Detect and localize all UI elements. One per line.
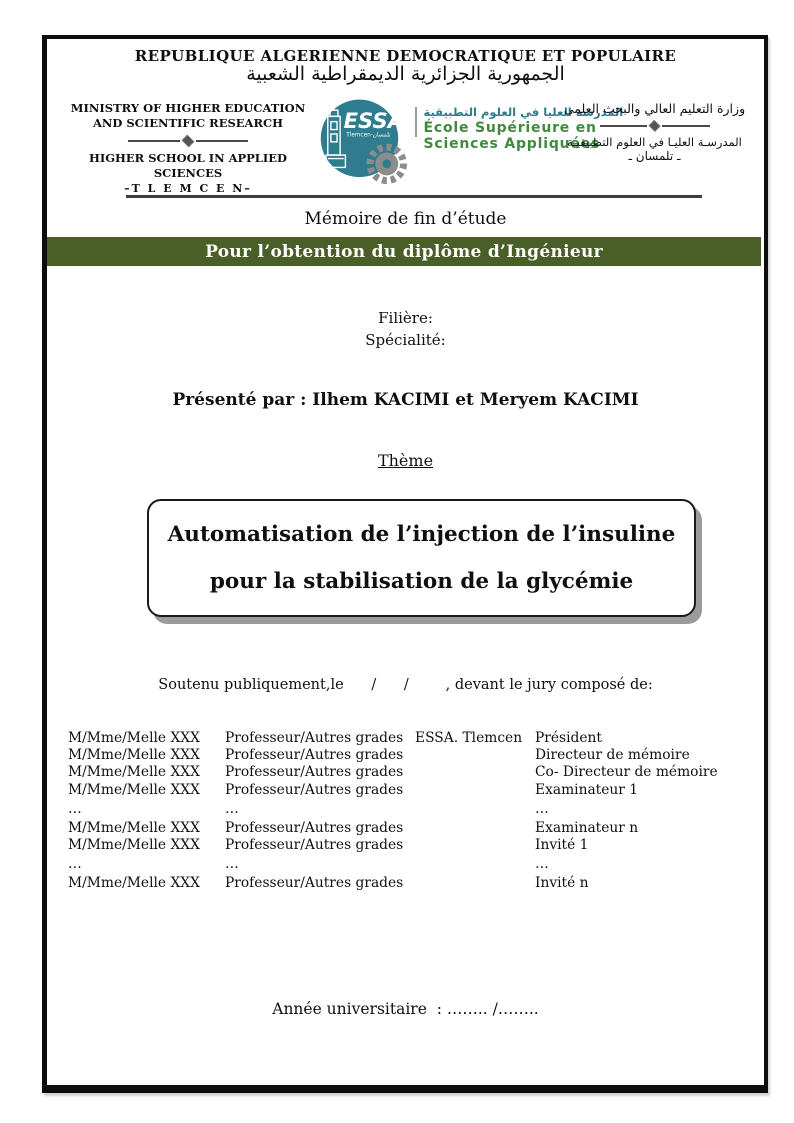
jury-institution-cell: ESSA. Tlemcen xyxy=(415,730,523,746)
jury-role-cell: Co- Directeur de mémoire xyxy=(535,764,718,781)
table-row xyxy=(68,782,740,799)
jury-table xyxy=(68,730,740,892)
republic-title-ar: الجمهورية الجزائرية الديمقراطية الشعبية xyxy=(246,63,565,85)
jury-institution-cell xyxy=(415,875,535,892)
jury-grade-cell: Professeur/Autres grades xyxy=(225,730,404,746)
diamond-divider xyxy=(123,136,253,146)
table-row xyxy=(68,820,740,837)
school-name-fr-line1: École Supérieure en xyxy=(423,120,597,136)
jury-institution-cell xyxy=(415,782,535,799)
republic-title-fr: REPUBLIQUE ALGERIENNE DEMOCRATIQUE ET POPULAIRE xyxy=(134,47,677,65)
jury-name-cell: M/Mme/Melle XXX xyxy=(68,781,200,798)
vertical-divider xyxy=(415,107,417,137)
theme-label: Thème xyxy=(377,451,434,470)
filiere-speciality-block xyxy=(47,307,764,351)
jury-role-cell: Président xyxy=(535,730,602,746)
ministry-ar: وزارة التعليم العالي والبحث العلمي xyxy=(563,101,746,116)
thesis-title-box xyxy=(147,499,696,617)
table-row xyxy=(68,764,740,781)
jury-name-cell: M/Mme/Melle XXX xyxy=(68,764,200,781)
table-row xyxy=(68,854,740,875)
jury-name-cell: … xyxy=(68,856,82,873)
jury-name-cell: M/Mme/Melle XXX xyxy=(68,730,200,746)
jury-grade-cell: Professeur/Autres grades xyxy=(225,875,404,892)
diploma-banner-text: Pour l’obtention du diplôme d’Ingénieur xyxy=(205,241,603,262)
table-row xyxy=(68,799,740,820)
jury-role-cell: Examinateur 1 xyxy=(535,781,639,798)
table-row xyxy=(68,747,740,764)
jury-role-cell: Examinateur n xyxy=(535,819,639,836)
jury-grade-cell: … xyxy=(225,856,239,873)
jury-grade-cell: Professeur/Autres grades xyxy=(225,837,404,854)
jury-institution-cell xyxy=(415,747,535,764)
svg-text:Tlemcen-تلمسان: Tlemcen-تلمسان xyxy=(346,132,391,139)
defense-line: Soutenu publiquement,le / / , devant le jury composé de: xyxy=(158,677,653,693)
jury-grade-cell: Professeur/Autres grades xyxy=(225,819,404,836)
jury-institution-cell xyxy=(415,764,535,781)
jury-name-cell: M/Mme/Melle XXX xyxy=(68,819,200,836)
document-type-label: Mémoire de fin d’étude xyxy=(304,209,507,229)
diamond-divider xyxy=(600,121,710,131)
jury-name-cell: M/Mme/Melle XXX xyxy=(68,875,200,892)
jury-grade-cell: Professeur/Autres grades xyxy=(225,747,404,764)
essa-logo-icon xyxy=(319,97,407,185)
jury-role-cell: Directeur de mémoire xyxy=(535,747,690,764)
ministry-en-line2: AND SCIENTIFIC RESEARCH xyxy=(92,116,284,130)
jury-role-cell: Invité n xyxy=(535,875,589,892)
header-separator-line xyxy=(126,195,702,198)
page-border-frame xyxy=(42,35,768,1093)
jury-grade-cell: … xyxy=(225,800,239,817)
svg-text:ESSA: ESSA xyxy=(343,107,405,133)
school-name-ar-logo: المدرسة العليا في العلوم التطبيقية xyxy=(423,105,624,119)
diploma-banner xyxy=(47,237,761,266)
filiere-label: Filière: xyxy=(378,309,433,327)
diamond-icon xyxy=(182,135,195,148)
ministry-block-ar xyxy=(552,101,757,163)
diamond-icon xyxy=(648,120,660,132)
school-name-ar: المدرسـة العليـا في العلوم التطبيقيـة xyxy=(567,135,742,149)
academic-year-line: Année universitaire : …….. /…….. xyxy=(272,1000,539,1018)
school-name-fr-line2: Sciences Appliquées xyxy=(423,136,601,152)
table-row xyxy=(68,730,740,747)
presented-by-line: Présenté par : Ilhem KACIMI et Meryem KACIMI xyxy=(172,390,639,410)
jury-institution-cell xyxy=(415,854,535,875)
school-city-ar: ـ تلمسان ـ xyxy=(628,149,681,163)
jury-grade-cell: Professeur/Autres grades xyxy=(225,764,404,781)
specialite-label: Spécialité: xyxy=(365,331,446,349)
ministry-block-en xyxy=(57,101,319,195)
jury-name-cell: M/Mme/Melle XXX xyxy=(68,837,200,854)
jury-institution-cell xyxy=(415,799,535,820)
jury-role-cell: … xyxy=(535,800,549,817)
jury-grade-cell: Professeur/Autres grades xyxy=(225,781,404,798)
thesis-title-line1: Automatisation de l’injection de l’insuline xyxy=(167,522,676,548)
ministry-en-line1: MINISTRY OF HIGHER EDUCATION xyxy=(70,101,306,115)
jury-name-cell: M/Mme/Melle XXX xyxy=(68,747,200,764)
table-row xyxy=(68,837,740,854)
jury-institution-cell xyxy=(415,837,535,854)
school-city-en: –T L E M C E N– xyxy=(124,182,252,195)
jury-role-cell: Invité 1 xyxy=(535,837,589,854)
table-row xyxy=(68,875,740,892)
jury-role-cell: … xyxy=(535,856,549,873)
thesis-title-line2: pour la stabilisation de la glycémie xyxy=(209,568,634,594)
essa-logo xyxy=(319,97,407,185)
jury-name-cell: … xyxy=(68,800,82,817)
school-name-en: HIGHER SCHOOL IN APPLIED SCIENCES xyxy=(88,151,288,180)
jury-institution-cell xyxy=(415,820,535,837)
